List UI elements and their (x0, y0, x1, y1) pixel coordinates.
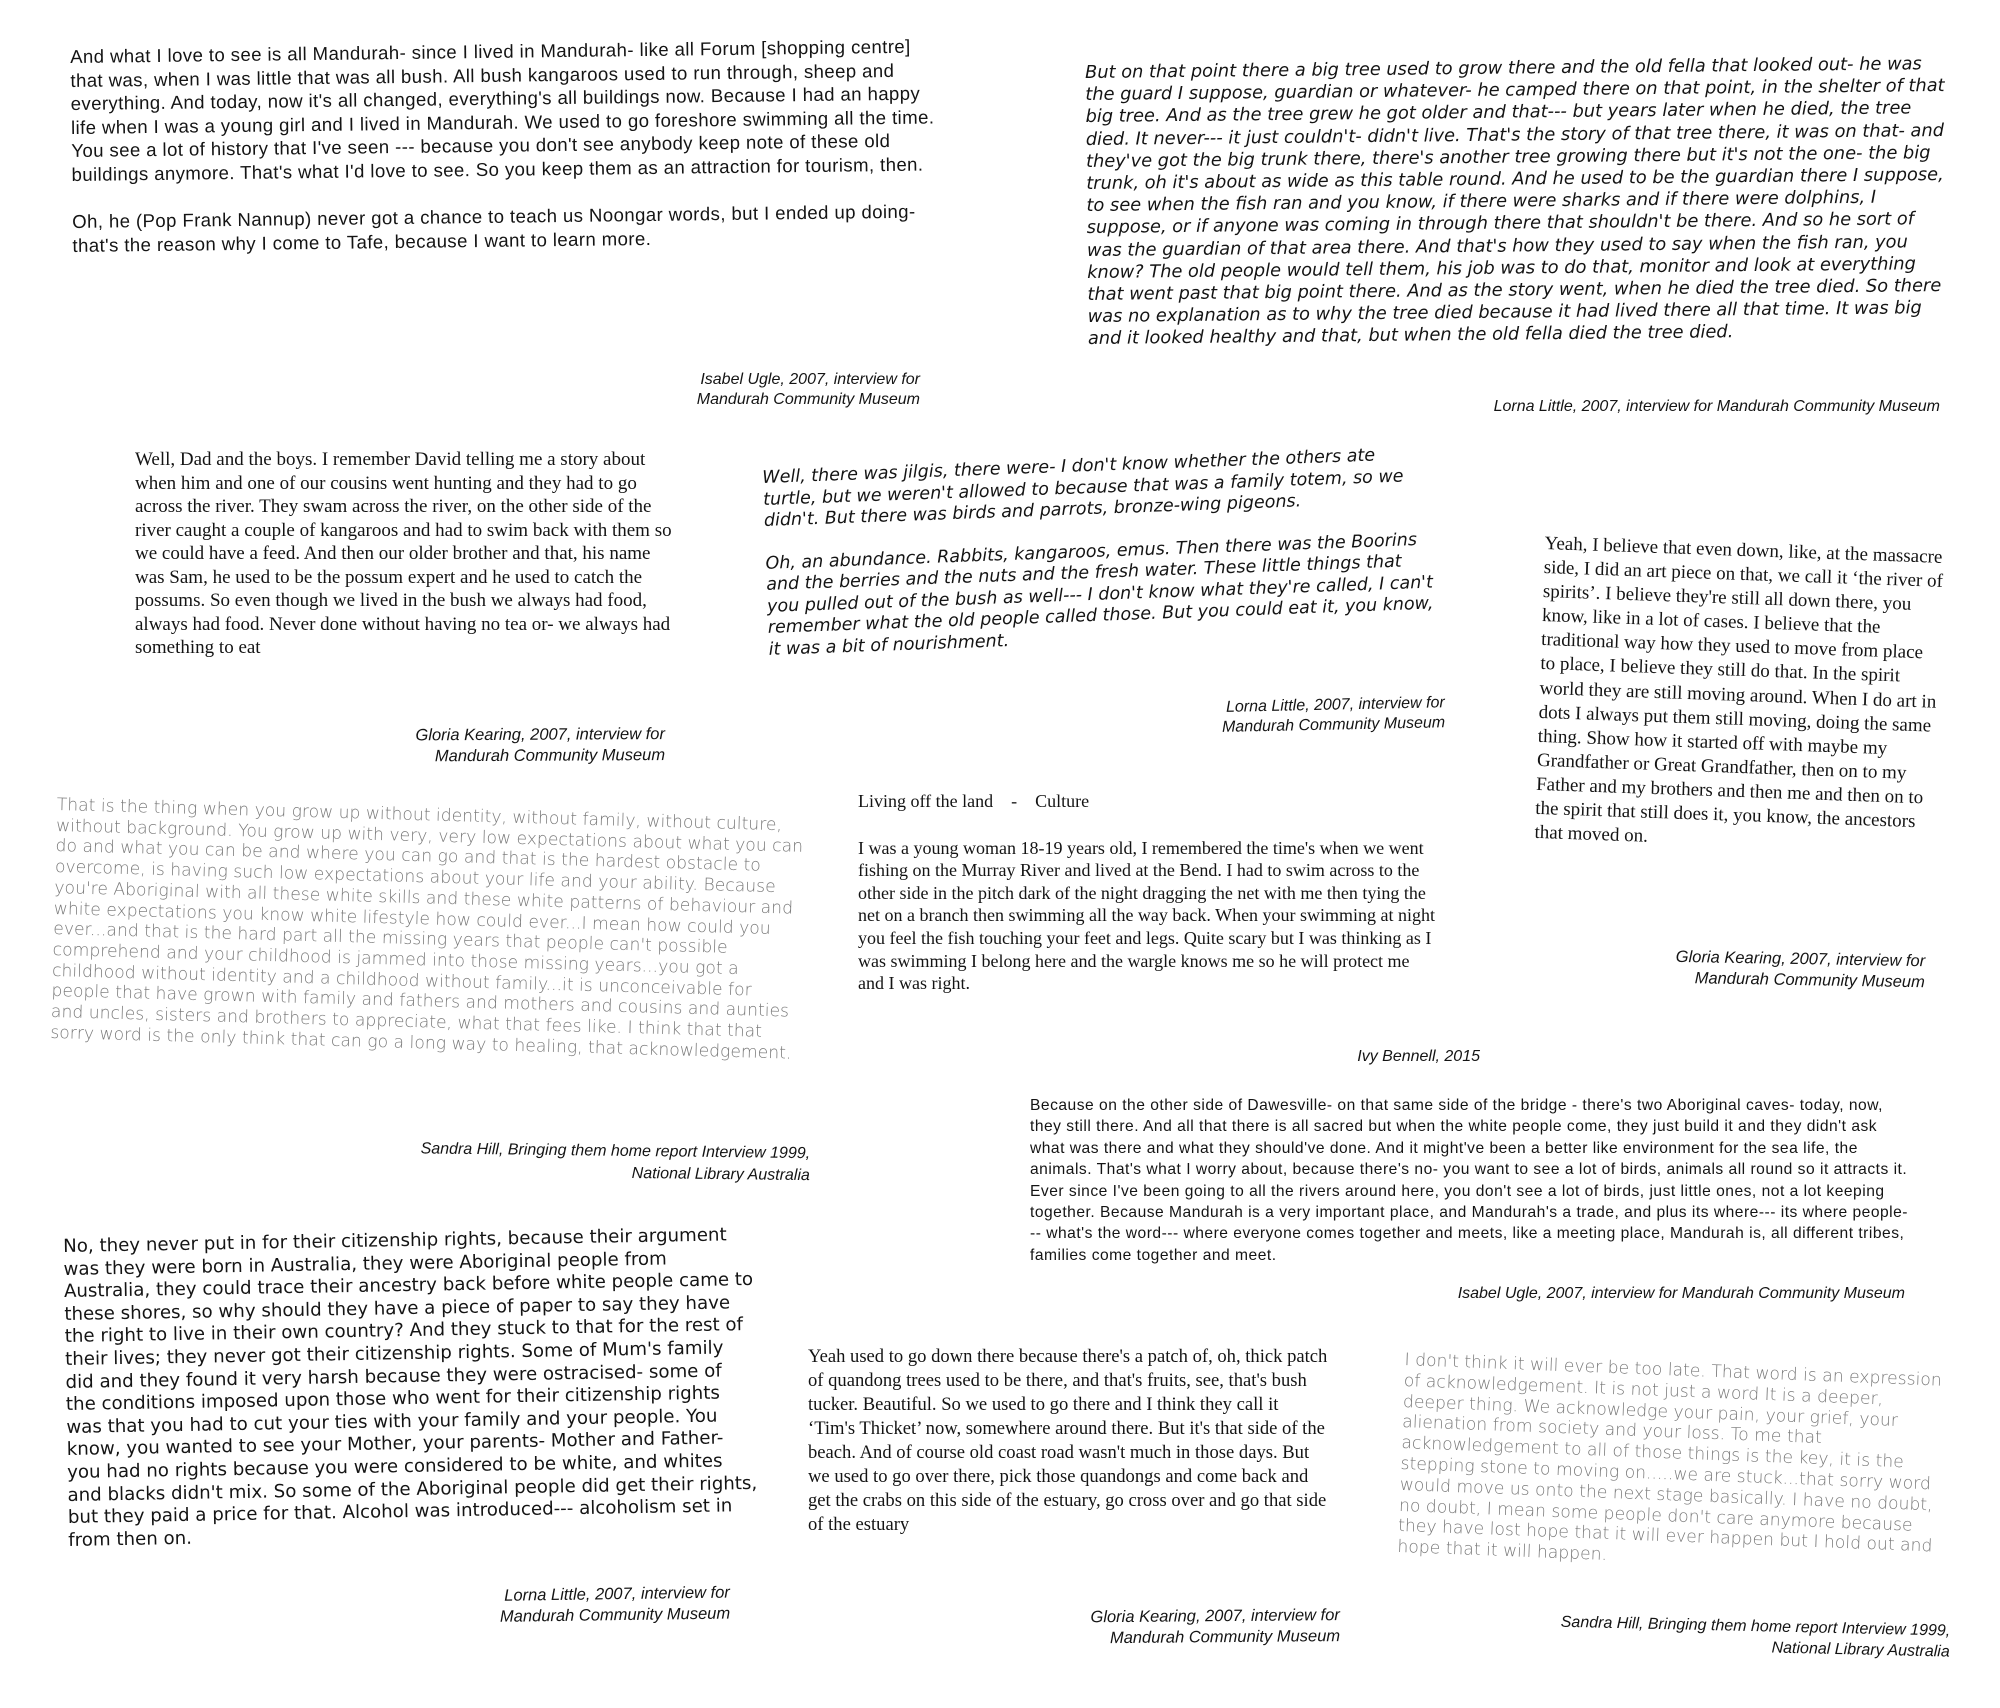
attribution-line: Lorna Little, 2007, interview for (504, 1583, 730, 1605)
quote-sandra-hill-identity (50, 795, 817, 1065)
attribution-line: National Library Australia (631, 1164, 810, 1185)
attribution-line: Gloria Kearing, 2007, interview for (1090, 1606, 1340, 1627)
quote-gloria-kearing-river-of-spirits (1534, 532, 1945, 859)
quote-paragraph: That is the thing when you grow up without identity, without family, without culture, without background. You grow up with very, very low expectations about what you can do and what you can be and where you can go and that is the hardest obstacle to overcome, is having such low expectations about your life and your ability. Because you're Aboriginal with all these white skills and these white patterns of behaviour and white expectations you know white lifestyle how could ever...I mean how could you ever...and that is the hard part all the missing years that people can't possible comprehend and your childhood is jammed into those missing years...you got a childhood without identity and a childhood without family...it is unconceivable for people that have grown with family and fathers and mothers and cousins and aunties and uncles, sisters and brothers to appreciate, what that fees like. I think that that sorry word is the only think that can go a long way to healing, that acknowledgement. (50, 795, 804, 1064)
attribution-line: Sandra Hill, Bringing them home report Interview 1999, (420, 1140, 811, 1163)
attribution-line: Gloria Kearing, 2007, interview for (415, 725, 665, 745)
attribution-gloria-kearing (900, 1605, 1340, 1651)
quote-paragraph: I don't think it will ever be too late. That word is an expression of acknowledgement. It is not just a word It is a deeper, deeper thing. We acknowledge your pain, your grief, your alienation from society and your loss. To me that acknowledgement to all of those things is the key, it is the stepping stone to moving on.....we are stuck...that sorry word would move us onto the next stage basically. I have no doubt, no doubt, I mean some people don't care anymore because they have lost hope that it will ever happen but I hold out and hope that it will happen. (1397, 1350, 1943, 1566)
attribution-line: Mandurah Community Museum (499, 1604, 731, 1626)
attribution-line: Mandurah Community Museum (1109, 1627, 1341, 1648)
quote-paragraph: But on that point there a big tree used to grow there and the old fella that looked out- he was the guard I suppose, guardian or whatever- he camped there on that point, in the shelter of that big tree. And as the tree grew he got older and that--- but years later when he died, the tree died. It never--- it just couldn't- didn't live. That's the story of that tree there, it was on that- and they've got the big trunk there, there's another tree growing there but it's not the one- the big trunk, oh it's about as wide as this table round. And he used to be the guardian there I suppose, to see when the fish ran and you know, if there were sharks and if there were dolphins, I suppose, or if anyone was coming in through there that shouldn't be there. And so he sort of was the guardian of that area there. And that's how they used to say when the fish ran, you know? The old people would tell them, his job was to do that, monitor and look at everything that went past that big point there. And as the story went, when he died the tree died. So there was no explanation as to why the tree died because it had lived there all that time. It was big and it looked healthy and that, but when the old fella died the tree died. (1085, 53, 1945, 350)
attribution-line: Isabel Ugle, 2007, interview for Mandurah Community Museum (1457, 1285, 1905, 1302)
attribution-lorna-little (380, 1583, 731, 1630)
attribution-line: Mandurah Community Museum (1221, 714, 1446, 736)
quote-paragraph: Oh, an abundance. Rabbits, kangaroos, emus. Then there was the Boorins and the berries and the nuts and the fresh water. These little things that you pulled out of the bush as well--- I don't know what they're called, I can't remember what the old people called those. But you could eat it, you know, it was a bit of nourishment. (765, 529, 1434, 660)
quote-paragraph: I was a young woman 18-19 years old, I remembered the time's when we went fishing on the Murray River and lived at the Bend. I had to swim across to the other side in the pitch dark of the night dragging the net with me then tying the net on a branch then swimming all the way back. When your swimming at night you feel the fish touching your feet and legs. Quite scary but I was thinking as I was swimming I belong here and the wargle knows me so he will protect me and I was right. (858, 837, 1436, 994)
attribution-gloria-kearing (305, 724, 665, 768)
attribution-line: Gloria Kearing, 2007, interview for (1675, 947, 1926, 971)
attribution-line: Isabel Ugle, 2007, interview for (700, 371, 920, 388)
quote-heading: Living off the land - Culture (858, 791, 1090, 811)
attribution-sandra-hill (1460, 1609, 1951, 1662)
attribution-line: Lorna Little, 2007, interview for (1225, 694, 1445, 716)
quote-gloria-kearing-hunting (135, 448, 680, 660)
attribution-isabel-ugle (560, 370, 920, 410)
attribution-ivy-bennell (1240, 1047, 1480, 1067)
attribution-isabel-ugle (1265, 1284, 1905, 1304)
attribution-line: National Library Australia (1771, 1639, 1950, 1661)
quote-paragraph: Well, there was jilgis, there were- I don't know whether the others ate turtle, but we weren't allowed to because that was a family totem, so we didn't. But there was birds and parrots, bronze-wing pigeons. (762, 445, 1404, 531)
quote-sandra-hill-acknowledgement (1397, 1350, 1950, 1579)
quote-ivy-bennell-murray-river (858, 790, 1438, 995)
quote-gloria-kearing-quandong (808, 1345, 1328, 1537)
attribution-line: Mandurah Community Museum (1694, 969, 1925, 992)
attribution-gloria-kearing (1555, 945, 1926, 993)
quote-paragraph: And what I love to see is all Mandurah- since I lived in Mandurah- like all Forum [shopping centre] that was, when I was little that was all bush. All bush kangaroos used to run through, sheep and everything. And today, now it's all changed, everything's all buildings now. Because I had an happy life when I was a young girl and I lived in Mandurah. We used to go foreshore swimming all the time. You see a lot of history that I've seen --- because you don't see anybody keep note of these old buildings anymore. That's what I'd love to see. So you keep them as an attraction for tourism, then. (70, 35, 935, 185)
attribution-line: Mandurah Community Museum (696, 391, 920, 408)
quote-paragraph: Oh, he (Pop Frank Nannup) never got a chance to teach us Noongar words, but I ended up doing- that's the reason why I come to Tafe, because I want to learn more. (72, 200, 916, 256)
attribution-line: Lorna Little, 2007, interview for Mandurah Community Museum (1493, 398, 1940, 415)
quote-isabel-ugle-dawesville-caves (1030, 1095, 1910, 1266)
attribution-lorna-little (1280, 397, 1940, 417)
quote-isabel-ugle-mandurah-buildings (70, 34, 943, 257)
quote-paragraph: Yeah used to go down there because there's a patch of, oh, thick patch of quandong trees used to be there, and that's fruits, see, that's bush tucker. Beautiful. So we used to go there and I think they call it ‘Tim's Thicket’ now, somewhere around there. But it's that side of the beach. And of course old coast road wasn't much in those days. But we used to go over there, pick those quandongs and come back and get the crabs on this side of the estuary, go cross over and go that side of the estuary (808, 1346, 1328, 1535)
quote-paragraph: Well, Dad and the boys. I remember David telling me a story about when him and one of our cousins went hunting and they had to go across the river. They swam across the river, on the other side of the river caught a couple of kangaroos and had to swim back with them so we could have a feed. And then our older brother and that, his name was Sam, he used to be the possum expert and he used to catch the possums. So even though we lived in the bush we always had food, always had food. Never done without having no tea or- we always had something to eat (135, 449, 672, 658)
attribution-line: Mandurah Community Museum (434, 746, 666, 766)
attribution-line: Sandra Hill, Bringing them home report Interview 1999, (1560, 1613, 1951, 1640)
quote-paragraph: No, they never put in for their citizenship rights, because their argument was they were born in Australia, they were Aboriginal people from Australia, they could trace their ancestry back before white people came to these shores, so why should they have a piece of paper to say they have the right to live in their own country? And they stuck to that for the rest of their lives; they never got their citizenship rights. Some of Mum's family did and they found it very harsh because they were ostracised- some of the conditions imposed upon those who went for their citizenship rights was that you had to cut your ties with your family and your people. You know, you wanted to see your Mother, your parents- Mother and Father- you had no rights because you were considered to be white, and whites and blacks didn't mix. So some of the Aboriginal people did get their rights, but they paid a price for that. Alcohol was introduced--- alcoholism set in from then on. (63, 1224, 758, 1551)
quote-paragraph: Because on the other side of Dawesville- on that same side of the bridge - there's two Aboriginal caves- today, now, they still there. And all that there is all sacred but when the white people come, they just build it and they didn't ask what was there and what they should've done. And it might've been a better like environment for the sea life, the animals. That's what I worry about, because there's no- you want to see a lot of birds, animals all round so it attracts it. Ever since I've been going to all the rivers around here, you don't see a lot of birds, just little ones, not a lot keeping together. Because Mandurah is a very important place, and Mandurah's a trade, and plus its where--- its where people--- what's the word--- where everyone comes together and meets, like a meeting place, Mandurah is, all different tribes, families come together and meet. (1030, 1097, 1908, 1264)
attribution-line: Ivy Bennell, 2015 (1357, 1048, 1480, 1065)
quote-lorna-little-big-tree (1085, 53, 1953, 351)
quote-paragraph: Yeah, I believe that even down, like, at the massacre side, I did an art piece on that, we call it ‘the river of spirits’. I believe they're still all down there, you know, like in a lot of cases. I believe that the traditional way how they used to move from place to place, I believe they still do that. In the spirit world they are still moving around. When I do art in dots I always put them still moving, doing the same thing. Show how it started off with maybe my Grandfather or Great Grandfather, then on to my Father and my brothers and then me and then on to the spirit that still does it, you know, the ancestors that moved on. (1534, 532, 1944, 847)
quote-lorna-little-citizenship (63, 1224, 758, 1552)
attribution-lorna-little (1085, 693, 1446, 741)
attribution-sandra-hill (300, 1137, 810, 1187)
quote-lorna-little-jilgis (762, 443, 1439, 660)
